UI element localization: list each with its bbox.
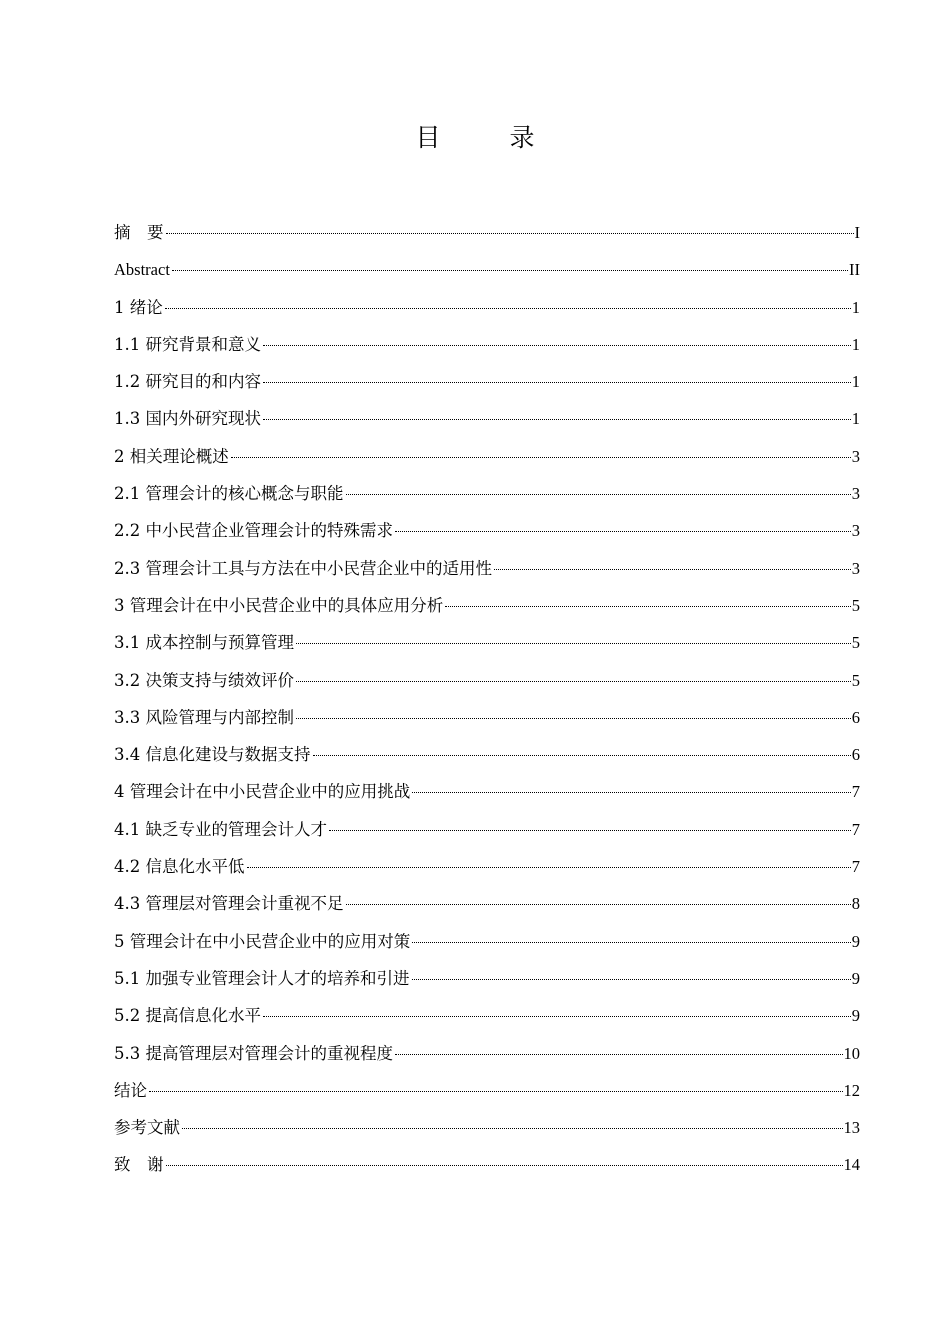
toc-entry-page: 3 xyxy=(851,484,860,504)
toc-entry-page: 5 xyxy=(851,670,860,690)
toc-dot-leader xyxy=(494,569,851,570)
toc-entry-label: 3.2 决策支持与绩效评价 xyxy=(114,670,294,690)
toc-entry-page: 7 xyxy=(851,819,860,839)
toc-dot-leader xyxy=(296,681,851,682)
toc-dot-leader xyxy=(172,270,848,271)
page-title: 目 录 xyxy=(415,123,557,152)
toc-entry xyxy=(114,889,860,926)
toc-dot-leader xyxy=(263,345,851,346)
toc-dot-leader xyxy=(445,606,851,607)
toc-entry-label: 1.3 国内外研究现状 xyxy=(114,409,261,429)
toc-entry xyxy=(114,777,860,814)
toc-dot-leader xyxy=(263,419,851,420)
toc-dot-leader xyxy=(166,233,854,234)
toc-dot-leader xyxy=(296,718,851,719)
toc-dot-leader xyxy=(166,1165,843,1166)
toc-dot-leader xyxy=(149,1091,843,1092)
toc-entry xyxy=(114,255,860,292)
toc-entry xyxy=(114,330,860,367)
toc-entry xyxy=(114,1150,860,1187)
toc-entry-label: 5.2 提高信息化水平 xyxy=(114,1006,261,1026)
toc-entry-label: 3.1 成本控制与预算管理 xyxy=(114,633,294,653)
toc-entry-page: I xyxy=(854,223,860,242)
toc-dot-leader xyxy=(346,494,851,495)
toc-list xyxy=(114,218,860,1188)
toc-entry-label: 4.2 信息化水平低 xyxy=(114,857,245,877)
toc-dot-leader xyxy=(231,457,851,458)
toc-entry xyxy=(114,666,860,703)
toc-entry xyxy=(114,815,860,852)
toc-dot-leader xyxy=(346,904,851,905)
toc-entry xyxy=(114,852,860,889)
toc-dot-leader xyxy=(412,979,851,980)
toc-entry-page: 3 xyxy=(851,558,860,578)
toc-entry xyxy=(114,293,860,330)
toc-dot-leader xyxy=(412,942,851,943)
toc-entry-page: 3 xyxy=(851,521,860,541)
toc-entry xyxy=(114,927,860,964)
toc-entry xyxy=(114,218,860,255)
toc-entry-page: 6 xyxy=(851,745,860,765)
toc-entry-page: 7 xyxy=(851,782,860,802)
toc-dot-leader xyxy=(395,531,851,532)
toc-entry-label: 4.1 缺乏专业的管理会计人才 xyxy=(114,819,327,839)
toc-entry-page: 14 xyxy=(843,1155,860,1175)
toc-entry-label: 结论 xyxy=(114,1080,147,1100)
toc-entry xyxy=(114,1001,860,1038)
toc-entry-label: 3 管理会计在中小民营企业中的具体应用分析 xyxy=(114,595,444,615)
toc-dot-leader xyxy=(263,1016,851,1017)
toc-entry-page: 9 xyxy=(851,968,860,988)
toc-entry xyxy=(114,1113,860,1150)
toc-entry-page: 10 xyxy=(843,1043,860,1063)
toc-entry xyxy=(114,404,860,441)
toc-entry xyxy=(114,516,860,553)
toc-entry-page: 13 xyxy=(843,1118,860,1138)
toc-dot-leader xyxy=(247,867,851,868)
toc-entry-label: 2.2 中小民营企业管理会计的特殊需求 xyxy=(114,521,393,541)
toc-entry-label: 5 管理会计在中小民营企业中的应用对策 xyxy=(114,931,411,951)
toc-entry xyxy=(114,479,860,516)
toc-dot-leader xyxy=(329,830,851,831)
toc-entry-label: 1 绪论 xyxy=(114,297,163,317)
toc-dot-leader xyxy=(412,792,851,793)
toc-entry-label: 3.4 信息化建设与数据支持 xyxy=(114,745,311,765)
toc-entry-label: Abstract xyxy=(114,260,170,280)
toc-entry-label: 5.1 加强专业管理会计人才的培养和引进 xyxy=(114,968,410,988)
toc-entry-label: 4.3 管理层对管理会计重视不足 xyxy=(114,894,344,914)
toc-entry-page: 1 xyxy=(851,297,860,317)
toc-entry-page: 5 xyxy=(851,633,860,653)
toc-entry xyxy=(114,367,860,404)
toc-entry-label: 4 管理会计在中小民营企业中的应用挑战 xyxy=(114,782,411,802)
toc-dot-leader xyxy=(263,382,851,383)
toc-entry-label: 摘 要 xyxy=(114,223,164,242)
toc-entry-label: 3.3 风险管理与内部控制 xyxy=(114,707,294,727)
toc-entry xyxy=(114,740,860,777)
toc-entry-label: 5.3 提高管理层对管理会计的重视程度 xyxy=(114,1043,393,1063)
toc-entry-page: 6 xyxy=(851,707,860,727)
toc-entry-page: 5 xyxy=(851,595,860,615)
toc-entry xyxy=(114,703,860,740)
toc-entry-page: II xyxy=(849,260,860,280)
toc-entry-page: 3 xyxy=(851,446,860,466)
toc-entry-page: 9 xyxy=(851,931,860,951)
toc-entry xyxy=(114,964,860,1001)
toc-entry xyxy=(114,591,860,628)
toc-entry xyxy=(114,554,860,591)
toc-entry-page: 7 xyxy=(851,857,860,877)
toc-entry-page: 1 xyxy=(851,409,860,429)
toc-entry xyxy=(114,442,860,479)
toc-entry-label: 2.1 管理会计的核心概念与职能 xyxy=(114,484,344,504)
toc-entry-label: 2.3 管理会计工具与方法在中小民营企业中的适用性 xyxy=(114,558,492,578)
toc-entry-label: 1.1 研究背景和意义 xyxy=(114,334,261,354)
toc-entry-page: 1 xyxy=(851,334,860,354)
toc-entry-label: 2 相关理论概述 xyxy=(114,446,229,466)
toc-entry-page: 12 xyxy=(843,1080,860,1100)
toc-dot-leader xyxy=(296,643,851,644)
toc-entry-page: 1 xyxy=(851,372,860,392)
toc-dot-leader xyxy=(165,308,851,309)
toc-entry-label: 参考文献 xyxy=(114,1118,180,1138)
toc-entry-page: 8 xyxy=(851,894,860,914)
toc-dot-leader xyxy=(182,1128,843,1129)
toc-entry-page: 9 xyxy=(851,1006,860,1026)
toc-entry xyxy=(114,628,860,665)
toc-entry xyxy=(114,1076,860,1113)
toc-dot-leader xyxy=(395,1054,843,1055)
toc-entry-label: 1.2 研究目的和内容 xyxy=(114,372,261,392)
toc-entry xyxy=(114,1039,860,1076)
toc-dot-leader xyxy=(313,755,851,756)
toc-entry-label: 致 谢 xyxy=(114,1155,164,1175)
